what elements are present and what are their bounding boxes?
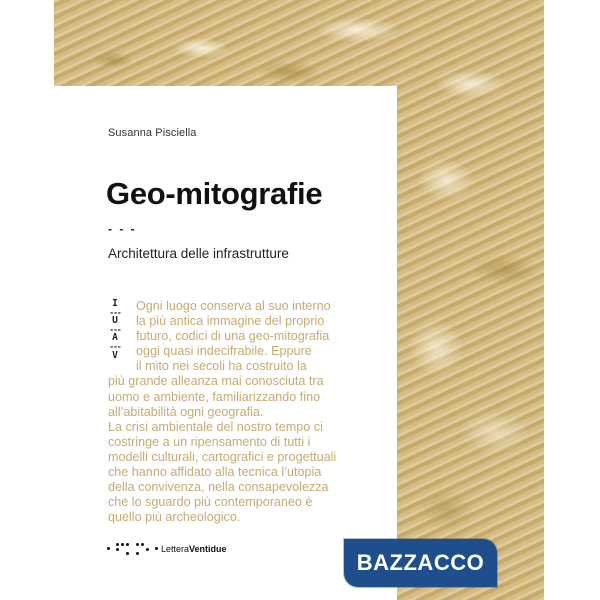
blurb-text: [108, 299, 378, 525]
publisher-prefix: Lettera: [161, 544, 190, 554]
blurb-line: della convivenza, nella consapevolezza: [108, 480, 329, 495]
blurb-line: che lo sguardo più contemporaneo è: [108, 495, 313, 510]
blurb-line: Ogni luogo conserva al suo interno: [136, 299, 331, 313]
title-divider: - - -: [108, 222, 137, 236]
blurb-line: il mito nei secoli ha costruito la: [136, 359, 307, 374]
blurb-line: all’abitabilità ogni geografia.: [108, 404, 264, 419]
series-letter: V: [112, 349, 118, 361]
series-separator: ---: [109, 307, 121, 317]
blurb-line: quello più archeologico.: [108, 510, 241, 525]
publisher-logo: [107, 541, 227, 557]
publisher-name: [161, 544, 227, 554]
blurb-line: uomo e ambiente, familiarizzando fino: [108, 389, 321, 404]
blurb-line: modelli culturali, cartografici e progettuali: [108, 449, 337, 464]
blurb-line: oggi quasi indecifrabile. Eppure: [136, 344, 312, 359]
book-title: Geo-mitografie: [106, 176, 323, 211]
series-letter: I: [112, 298, 118, 309]
author-name: Susanna Pisciella: [108, 127, 197, 139]
badge-label: BAZZACCO: [356, 550, 485, 575]
blurb-line: futuro, codici di una geo-mitografia: [136, 329, 330, 344]
series-letter: U: [112, 315, 118, 327]
blurb-line: La crisi ambientale del nostro tempo ci: [108, 419, 323, 434]
series-letter: A: [112, 332, 118, 344]
series-separator: ---: [109, 324, 121, 334]
blurb-line: costringe a un ripensamento di tutti i: [108, 434, 311, 449]
bazzacco-badge: [344, 539, 497, 587]
blurb-line: più grande alleanza mai conosciuta tra: [108, 374, 324, 389]
blurb-line: che hanno affidato alla tecnica l’utopia: [108, 465, 322, 480]
book-subtitle: Architettura delle infrastrutture: [108, 246, 289, 261]
series-separator: ---: [109, 341, 121, 351]
publisher-name-bold: Ventidue: [189, 544, 227, 554]
publisher-dots-icon: [107, 541, 159, 557]
blurb-line: la più antica immagine del proprio: [136, 314, 325, 329]
